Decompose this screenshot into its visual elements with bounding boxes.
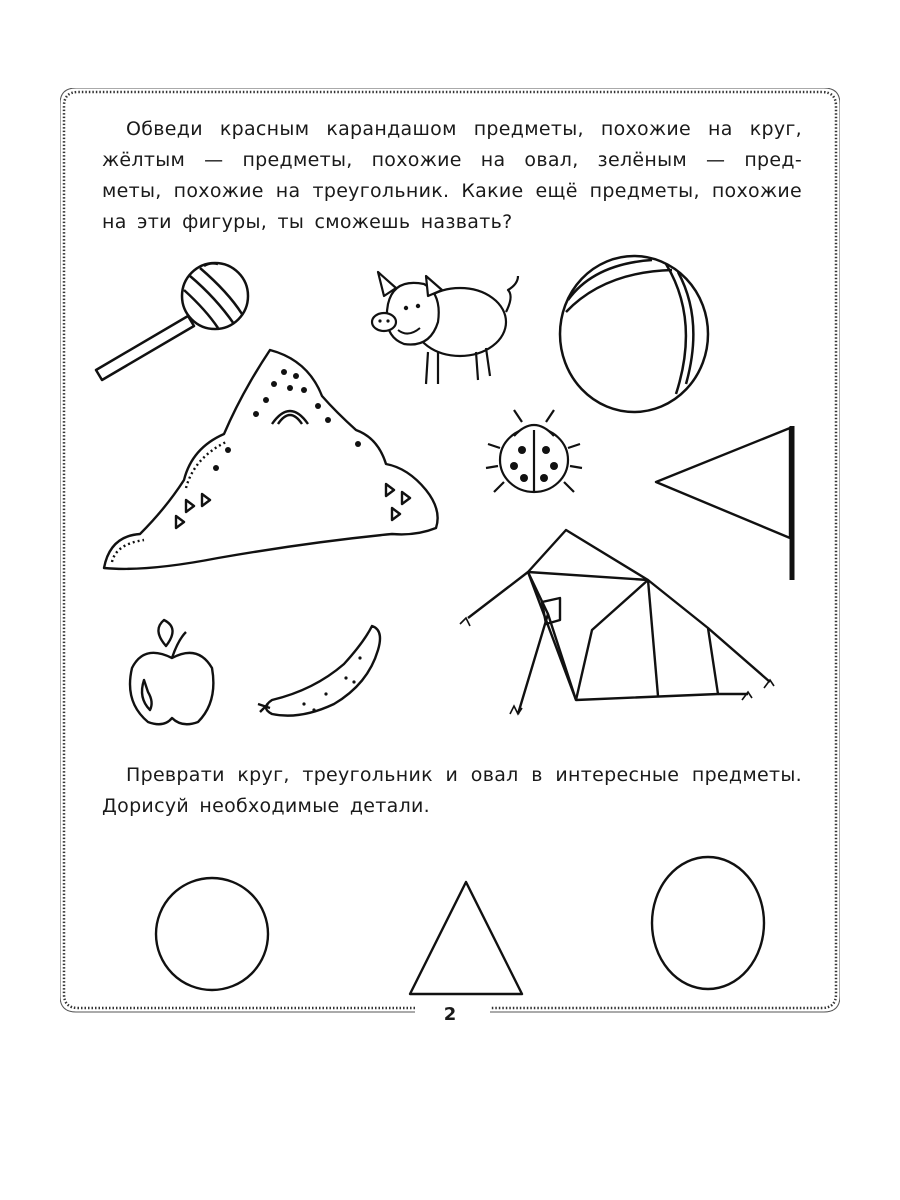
page-number: 2 <box>443 1004 457 1025</box>
task-1-text <box>102 114 802 238</box>
ladybug-icon <box>484 404 584 500</box>
triangle-shape <box>404 876 528 1000</box>
apple-icon <box>124 618 220 728</box>
task-1-line: меты, похожие на треугольник. Какие ещё предметы, похожие <box>102 180 802 202</box>
task-1-line: жёлтым — предметы, похожие на овал, зелёным — пред- <box>102 149 802 171</box>
task-2-line: Дорисуй необходимые детали. <box>102 795 430 817</box>
oval-shape <box>646 850 770 996</box>
ball-icon <box>554 250 714 420</box>
task-2-line: Преврати круг, треугольник и овал в интересные предметы. <box>126 764 802 786</box>
task-1-line: Обведи красным карандашом предметы, похожие на круг, <box>126 118 802 140</box>
tent-icon <box>458 524 788 728</box>
task-2-text <box>102 760 802 822</box>
cucumber-icon <box>254 618 388 722</box>
circle-shape <box>150 872 274 996</box>
task-1-line: на эти фигуры, ты сможешь назвать? <box>102 211 513 233</box>
kokoshnik-icon <box>96 340 456 580</box>
